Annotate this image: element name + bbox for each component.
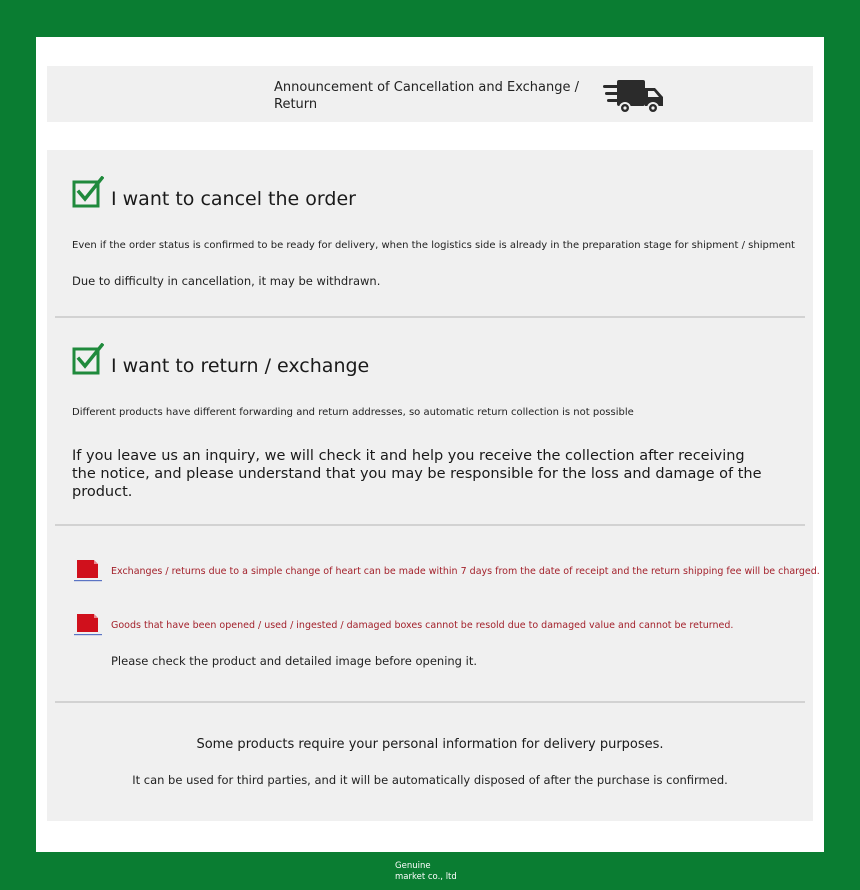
return-section-title: I want to return / exchange <box>111 355 370 377</box>
content-panel <box>47 150 820 821</box>
cancel-text-1: Even if the order status is confirmed to be ready for delivery, when the logistics side is already in the preparation stage for shipment / shipment <box>72 240 795 251</box>
delivery-truck-icon <box>603 76 665 116</box>
red-note-icon <box>74 558 102 582</box>
divider <box>55 701 805 703</box>
return-text-1: Different products have different forwarding and return addresses, so automatic return collection is not possible <box>72 407 634 418</box>
note-text-3: Please check the product and detailed image before opening it. <box>111 654 477 668</box>
note-text-2: Goods that have been opened / used / ingested / damaged boxes cannot be resold due to damaged value and cannot be returned. <box>111 620 734 631</box>
cancel-text-2: Due to difficulty in cancellation, it may be withdrawn. <box>72 274 381 288</box>
footer-line-1: Genuine <box>395 861 431 871</box>
green-check-icon <box>72 176 104 208</box>
privacy-text-1: Some products require your personal information for delivery purposes. <box>196 737 664 752</box>
privacy-text-2: It can be used for third parties, and it will be automatically disposed of after the purchase is confirmed. <box>132 773 728 787</box>
return-text-2: If you leave us an inquiry, we will check it and help you receive the collection after receiving the notice, and please understand that you may be responsible for the loss and damage of the product. <box>72 448 762 500</box>
note-text-1: Exchanges / returns due to a simple change of heart can be made within 7 days from the date of receipt and the return shipping fee will be charged. <box>111 566 820 577</box>
cancel-section-title: I want to cancel the order <box>111 188 356 210</box>
red-note-icon <box>74 612 102 636</box>
footer-line-2: market co., ltd <box>395 872 457 882</box>
divider <box>55 524 805 526</box>
footer-company <box>395 861 475 883</box>
header-title: Announcement of Cancellation and Exchange / Return <box>274 80 580 112</box>
green-check-icon <box>72 343 104 375</box>
announcement-card <box>36 37 824 852</box>
header-bar <box>47 66 813 122</box>
divider <box>55 316 805 318</box>
